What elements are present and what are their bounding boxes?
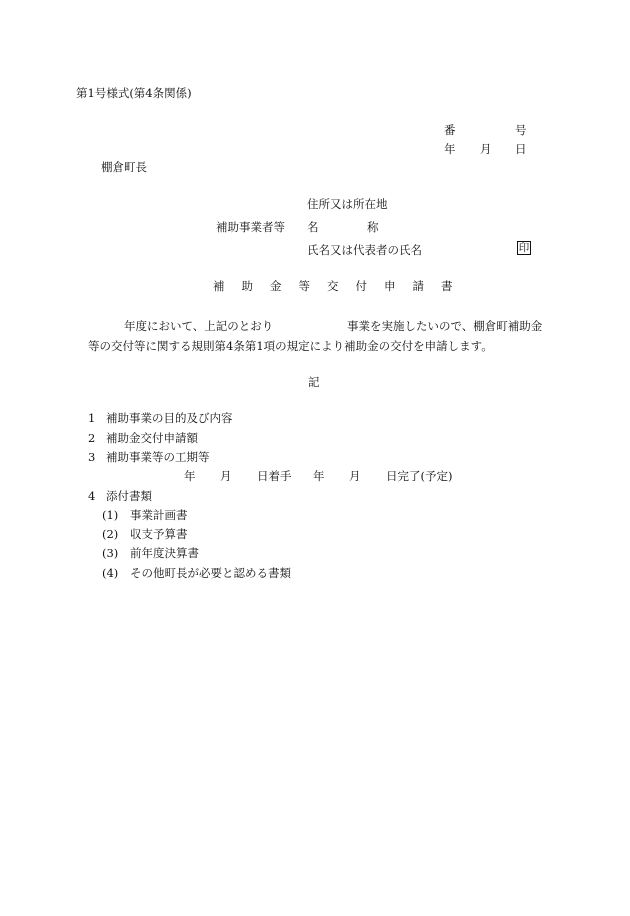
document-title: 補助金等交付申請書 (213, 279, 470, 293)
item-3-text: 補助事業等の工期等 (106, 450, 210, 464)
addressee: 棚倉町長 (101, 160, 147, 174)
date-year: 年 (444, 142, 456, 156)
item-2-num: 2 (88, 431, 96, 445)
attachment-2-text: 収支予算書 (130, 527, 188, 541)
item-4-num: 4 (88, 489, 96, 503)
schedule-year-2: 年 (313, 469, 325, 483)
number-ban: 番 (444, 123, 456, 137)
schedule-month-1: 月 (220, 469, 232, 483)
attachment-4-text: その他町長が必要と認める書類 (130, 566, 291, 580)
name-label-2: 称 (367, 220, 379, 234)
date-day: 日 (515, 142, 527, 156)
attachment-4-num: (4) (102, 566, 119, 580)
representative-label: 氏名又は代表者の氏名 (307, 243, 422, 257)
schedule-year-1: 年 (184, 469, 196, 483)
attachment-1-text: 事業計画書 (130, 508, 188, 522)
item-2-text: 補助金交付申請額 (106, 431, 198, 445)
schedule-start: 日着手 (257, 469, 292, 483)
item-3-num: 3 (88, 450, 96, 464)
item-4-text: 添付書類 (106, 489, 152, 503)
seal-box: 印 (518, 242, 530, 254)
applicant-label: 補助事業者等 (216, 220, 285, 234)
attachment-1-num: (1) (102, 508, 119, 522)
attachment-2-num: (2) (102, 527, 119, 541)
name-label-1: 名 (307, 220, 319, 234)
address-label: 住所又は所在地 (307, 197, 388, 211)
body-line1-b: 事業を実施したいので、棚倉町補助金 (347, 319, 543, 333)
item-1-num: 1 (88, 411, 96, 425)
body-line2: 等の交付等に関する規則第4条第1項の規定により補助金の交付を申請します。 (88, 339, 493, 353)
schedule-month-2: 月 (349, 469, 361, 483)
ki-heading: 記 (308, 375, 320, 389)
schedule-end: 日完了(予定) (386, 469, 453, 483)
number-go: 号 (515, 123, 527, 137)
date-month: 月 (480, 142, 492, 156)
body-line1-a: 年度において、上記のとおり (124, 319, 274, 333)
attachment-3-text: 前年度決算書 (130, 546, 199, 560)
item-1-text: 補助事業の目的及び内容 (106, 411, 233, 425)
attachment-3-num: (3) (102, 546, 119, 560)
form-number: 第1号様式(第4条関係) (76, 86, 192, 100)
